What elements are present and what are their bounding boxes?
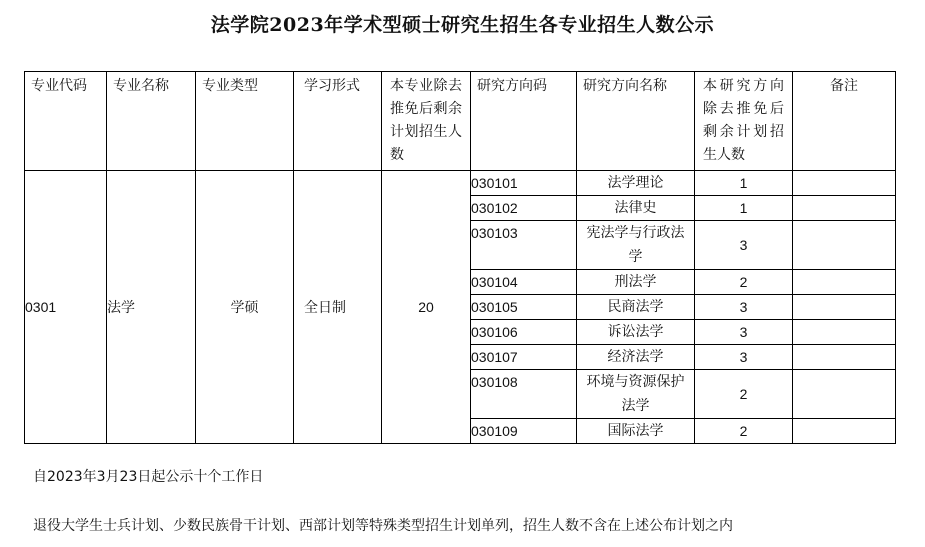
direction-count-cell: 2 (695, 419, 793, 444)
direction-count-cell: 2 (695, 270, 793, 295)
header-direction-code: 研究方向码 (471, 72, 577, 171)
direction-count-cell: 1 (695, 171, 793, 196)
direction-name-cell: 法学理论 (577, 171, 695, 196)
header-study-mode: 学习形式 (294, 72, 382, 171)
publicity-period-note: 自2023年3月23日起公示十个工作日 (33, 469, 264, 485)
direction-remark-cell (793, 270, 896, 295)
direction-code-cell: 030104 (471, 270, 577, 295)
direction-code-cell: 030109 (471, 419, 577, 444)
header-remaining-plan: 本专业除去推免后剩余计划招生人数 (382, 72, 471, 171)
direction-code-cell: 030108 (471, 370, 577, 419)
direction-name-cell: 环境与资源保护法学 (577, 370, 695, 419)
direction-remark-cell (793, 320, 896, 345)
direction-code-cell: 030105 (471, 295, 577, 320)
special-plans-note: 退役大学生士兵计划、少数民族骨干计划、西部计划等特殊类型招生计划单列，招生人数不含在上述公布计划之内 (33, 518, 733, 534)
page-title: 法学院2023年学术型硕士研究生招生各专业招生人数公示 (210, 14, 715, 36)
direction-count-cell: 3 (695, 345, 793, 370)
study-mode-cell: 全日制 (294, 171, 382, 444)
direction-remark-cell (793, 221, 896, 270)
table-header-row (25, 72, 896, 171)
direction-count-cell: 3 (695, 295, 793, 320)
direction-code-cell: 030101 (471, 171, 577, 196)
direction-name-cell: 经济法学 (577, 345, 695, 370)
major-type-cell: 学硕 (196, 171, 294, 444)
major-code-cell: 0301 (25, 171, 107, 444)
direction-name-cell: 刑法学 (577, 270, 695, 295)
major-name-cell: 法学 (107, 171, 196, 444)
admission-table (24, 71, 896, 444)
remaining-plan-cell: 20 (382, 171, 471, 444)
direction-count-cell: 3 (695, 221, 793, 270)
direction-code-cell: 030107 (471, 345, 577, 370)
direction-code-cell: 030103 (471, 221, 577, 270)
header-major-code: 专业代码 (25, 72, 107, 171)
header-direction-name: 研究方向名称 (577, 72, 695, 171)
direction-remark-cell (793, 345, 896, 370)
table-row (25, 171, 896, 196)
header-remarks: 备注 (793, 72, 896, 171)
direction-remark-cell (793, 295, 896, 320)
header-major-name: 专业名称 (107, 72, 196, 171)
direction-remark-cell (793, 370, 896, 419)
direction-name-cell: 诉讼法学 (577, 320, 695, 345)
direction-count-cell: 3 (695, 320, 793, 345)
direction-code-cell: 030106 (471, 320, 577, 345)
direction-remark-cell (793, 419, 896, 444)
header-major-type: 专业类型 (196, 72, 294, 171)
direction-count-cell: 1 (695, 196, 793, 221)
direction-count-cell: 2 (695, 370, 793, 419)
direction-name-cell: 民商法学 (577, 295, 695, 320)
direction-remark-cell (793, 196, 896, 221)
direction-name-cell: 法律史 (577, 196, 695, 221)
header-direction-remaining: 本研究方向除去推免后剩余计划招生人数 (695, 72, 793, 171)
direction-remark-cell (793, 171, 896, 196)
direction-name-cell: 宪法学与行政法学 (577, 221, 695, 270)
direction-name-cell: 国际法学 (577, 419, 695, 444)
direction-code-cell: 030102 (471, 196, 577, 221)
